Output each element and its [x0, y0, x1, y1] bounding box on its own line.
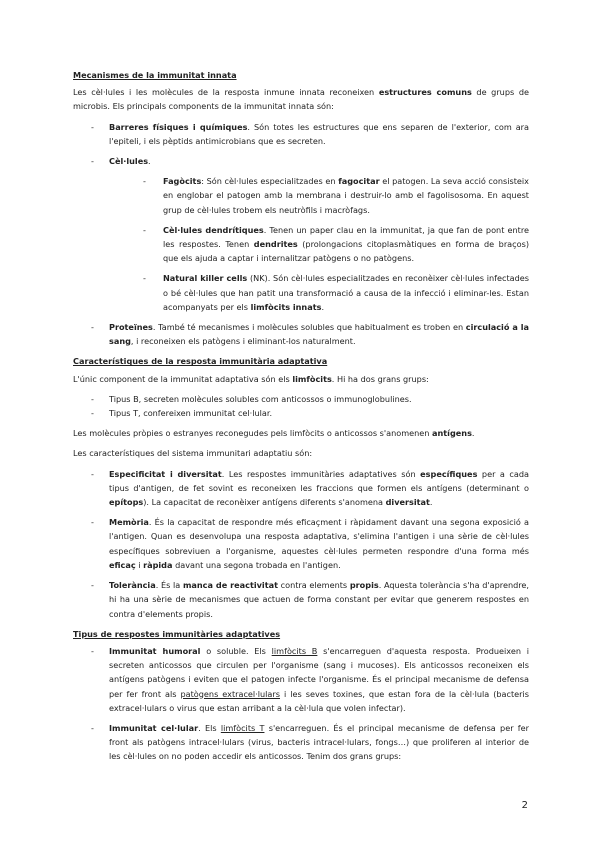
page-number: 2 [521, 800, 528, 811]
section-title-adaptive: Característiques de la resposta immunitària adaptativa [73, 356, 328, 367]
section-title-types: Tipus de respostes immunitàries adaptatives [73, 628, 281, 639]
document-page [73, 68, 529, 770]
characteristics-intro: Les característiques del sistema immunitari adaptatiu són: [73, 448, 313, 459]
list-item-type-b: - Tipus B, secreten molècules solubles com anticossos o immunoglobulines. [73, 392, 529, 406]
adaptive-intro: L'únic component de la immunitat adaptativa són els limfòcits. Hi ha dos grans grups: [73, 373, 429, 384]
list-item-humoral: - Immunitat humoral o soluble. Els limfòcits B s'encarreguen d'aquesta resposta. Produeixen i secreten anticossos que circulen per l'organisme (sang i mucoses). Els anticossos reconeixen els antígens patògens i eviten que el patogen infecte l'organisme. És el principal mecanisme de defensa per fer front als patògens extracel·lulars i les seves toxines, que estan fora de la cèl·lula (bacteris extracel·lulars o virus que estan arribant a la cèl·lula que volen infectar). [73, 644, 529, 715]
section-title-innate: Mecanismes de la immunitat innata [73, 70, 237, 80]
list-item-proteins: - Proteïnes. També té mecanismes i molècules solubles que habitualment es troben en circulació a la sang, i reconeixen els patògens i eliminant-los naturalment. [73, 320, 529, 348]
list-item-cells: - Cèl·lules. [73, 154, 529, 168]
list-item-tolerance: - Tolerància. És la manca de reactivitat contra elements propis. Aquesta tolerància s'ha d'aprendre, hi ha una sèrie de mecanismes que actuen de forma constant per evitar que generem respostes en contra d'elements propis. [73, 578, 529, 621]
list-item-nk: - Natural killer cells (NK). Són cèl·lules especialitzades en reconèixer cèl·lules infectades o bé cèl·lules que han patit una transformació a causa de la infecció i eliminar-les. Estan acompanyats per els limfòcits innats. [73, 271, 529, 314]
antigens-paragraph: Les molècules pròpies o estranyes reconegudes pels limfòcits o anticossos s'anomenen antígens. [73, 428, 475, 439]
list-item-specificity: - Especificitat i diversitat. Les respostes immunitàries adaptatives són específiques per a cada tipus d'antigen, de fet sovint es reconeixen les fraccions que formen els antígens (determinant o epítops). La capacitat de reconèixer antígens diferents s'anomena diversitat. [73, 467, 529, 510]
list-item-phagocytes: - Fagòcits: Són cèl·lules especialitzades en fagocitar el patogen. La seva acció consisteix en englobar el patogen amb la membrana i destruir-lo amb el fagolisosoma. En aquest grup de cèl·lules trobem els neutròfils i macròfags. [73, 174, 529, 217]
list-item-barriers: - Barreres físiques i químiques. Són totes les estructures que ens separen de l'exterior, com ara l'epiteli, i els pèptids antimicrobians que es secreten. [73, 120, 529, 148]
list-item-memory: - Memòria. És la capacitat de respondre més eficaçment i ràpidament davant una segona exposició a l'antigen. Quan es desenvolupa una resposta adaptativa, s'elimina l'antigen i una sèrie de cèl·lules específiques sobreviuen a l'organisme, aquestes cèl·lules permeten respondre d'una forma més eficaç i ràpida davant una segona trobada en l'antigen. [73, 515, 529, 572]
list-item-cellular: - Immunitat cel·lular. Els limfòcits T s'encarreguen. És el principal mecanisme de defensa per fer front als patògens intracel·lulars (virus, bacteris intracel·lulars, fongs…) que proliferen al interior de les cèl·lules on no poden accedir els anticossos. Tenim dos grans grups: [73, 721, 529, 764]
list-item-dendritic: - Cèl·lules dendrítiques. Tenen un paper clau en la immunitat, ja que fan de pont entre les respostes. Tenen dendrites (prolongacions citoplasmàtiques en forma de braços) que els ajuda a captar i internalitzar patògens o no patògens. [73, 223, 529, 266]
innate-intro: Les cèl·lules i les molècules de la resposta inmune innata reconeixen estructures comuns de grups de microbis. Els principals components de la immunitat innata són: [73, 87, 529, 112]
list-item-type-t: - Tipus T, confereixen immunitat cel·lular. [73, 406, 529, 420]
